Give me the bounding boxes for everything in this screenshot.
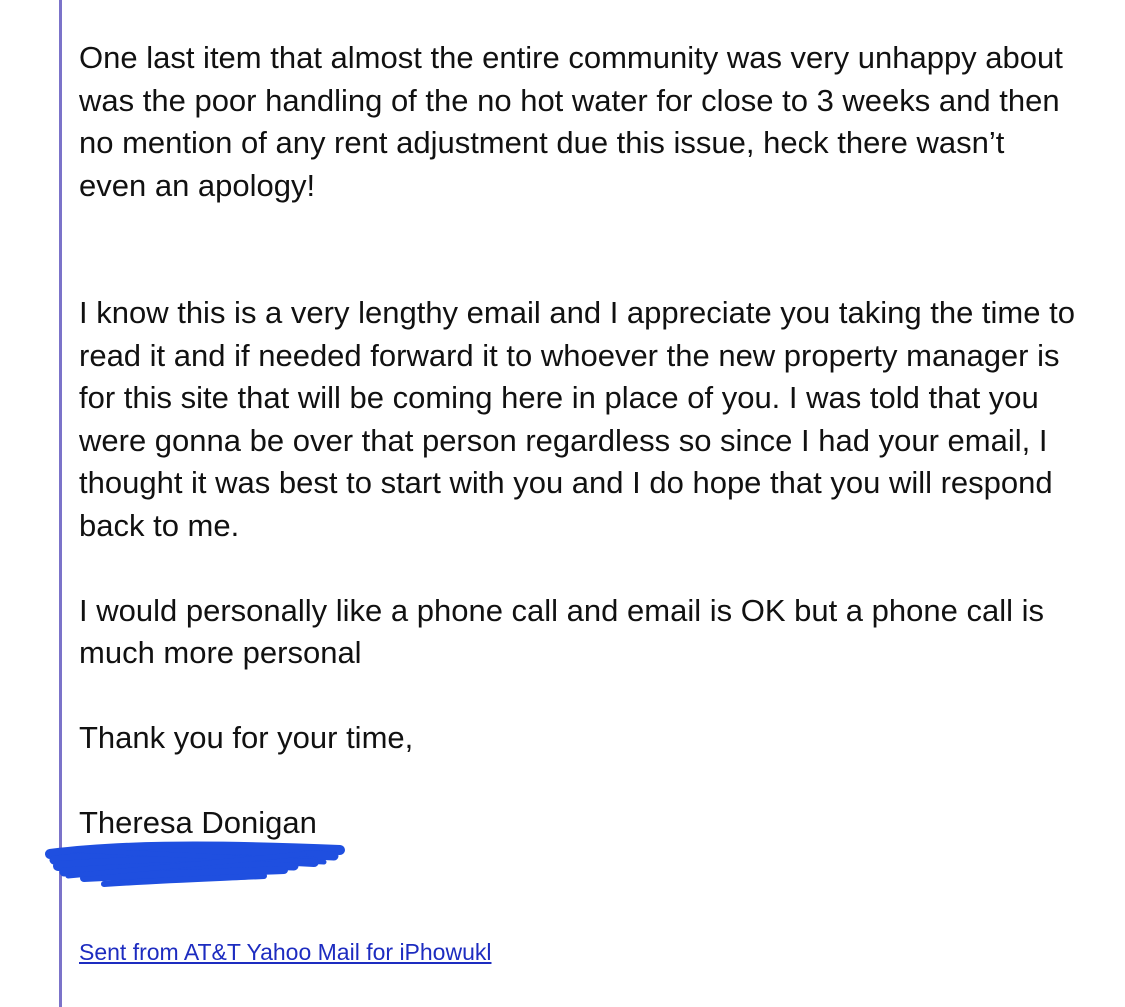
signature-name: Theresa Donigan — [79, 805, 317, 840]
email-body — [79, 37, 1079, 845]
paragraph-hot-water: One last item that almost the entire community was very unhappy about was the poor handling of the no hot water for close to 3 weeks and then no mention of any rent adjustment due this issue, heck there wasn’t even an apology! — [79, 40, 1063, 203]
paragraph-phone-call: I would personally like a phone call and email is OK but a phone call is much more personal — [79, 592, 1044, 670]
redaction-scribble — [44, 832, 350, 894]
paragraph-lengthy-email: I know this is a very lengthy email and I appreciate you taking the time to read it and if needed forward it to whoever the new property manager is for this site that will be coming here in place of you. I was told that you were gonna be over that person regardless so since I had your email, I thought it was best to start with you and I do hope that you will respond back to me. — [79, 295, 1075, 543]
closing-line: Thank you for your time, — [79, 720, 414, 755]
sent-from-link[interactable]: Sent from AT&T Yahoo Mail for iPhowukl — [79, 939, 492, 965]
